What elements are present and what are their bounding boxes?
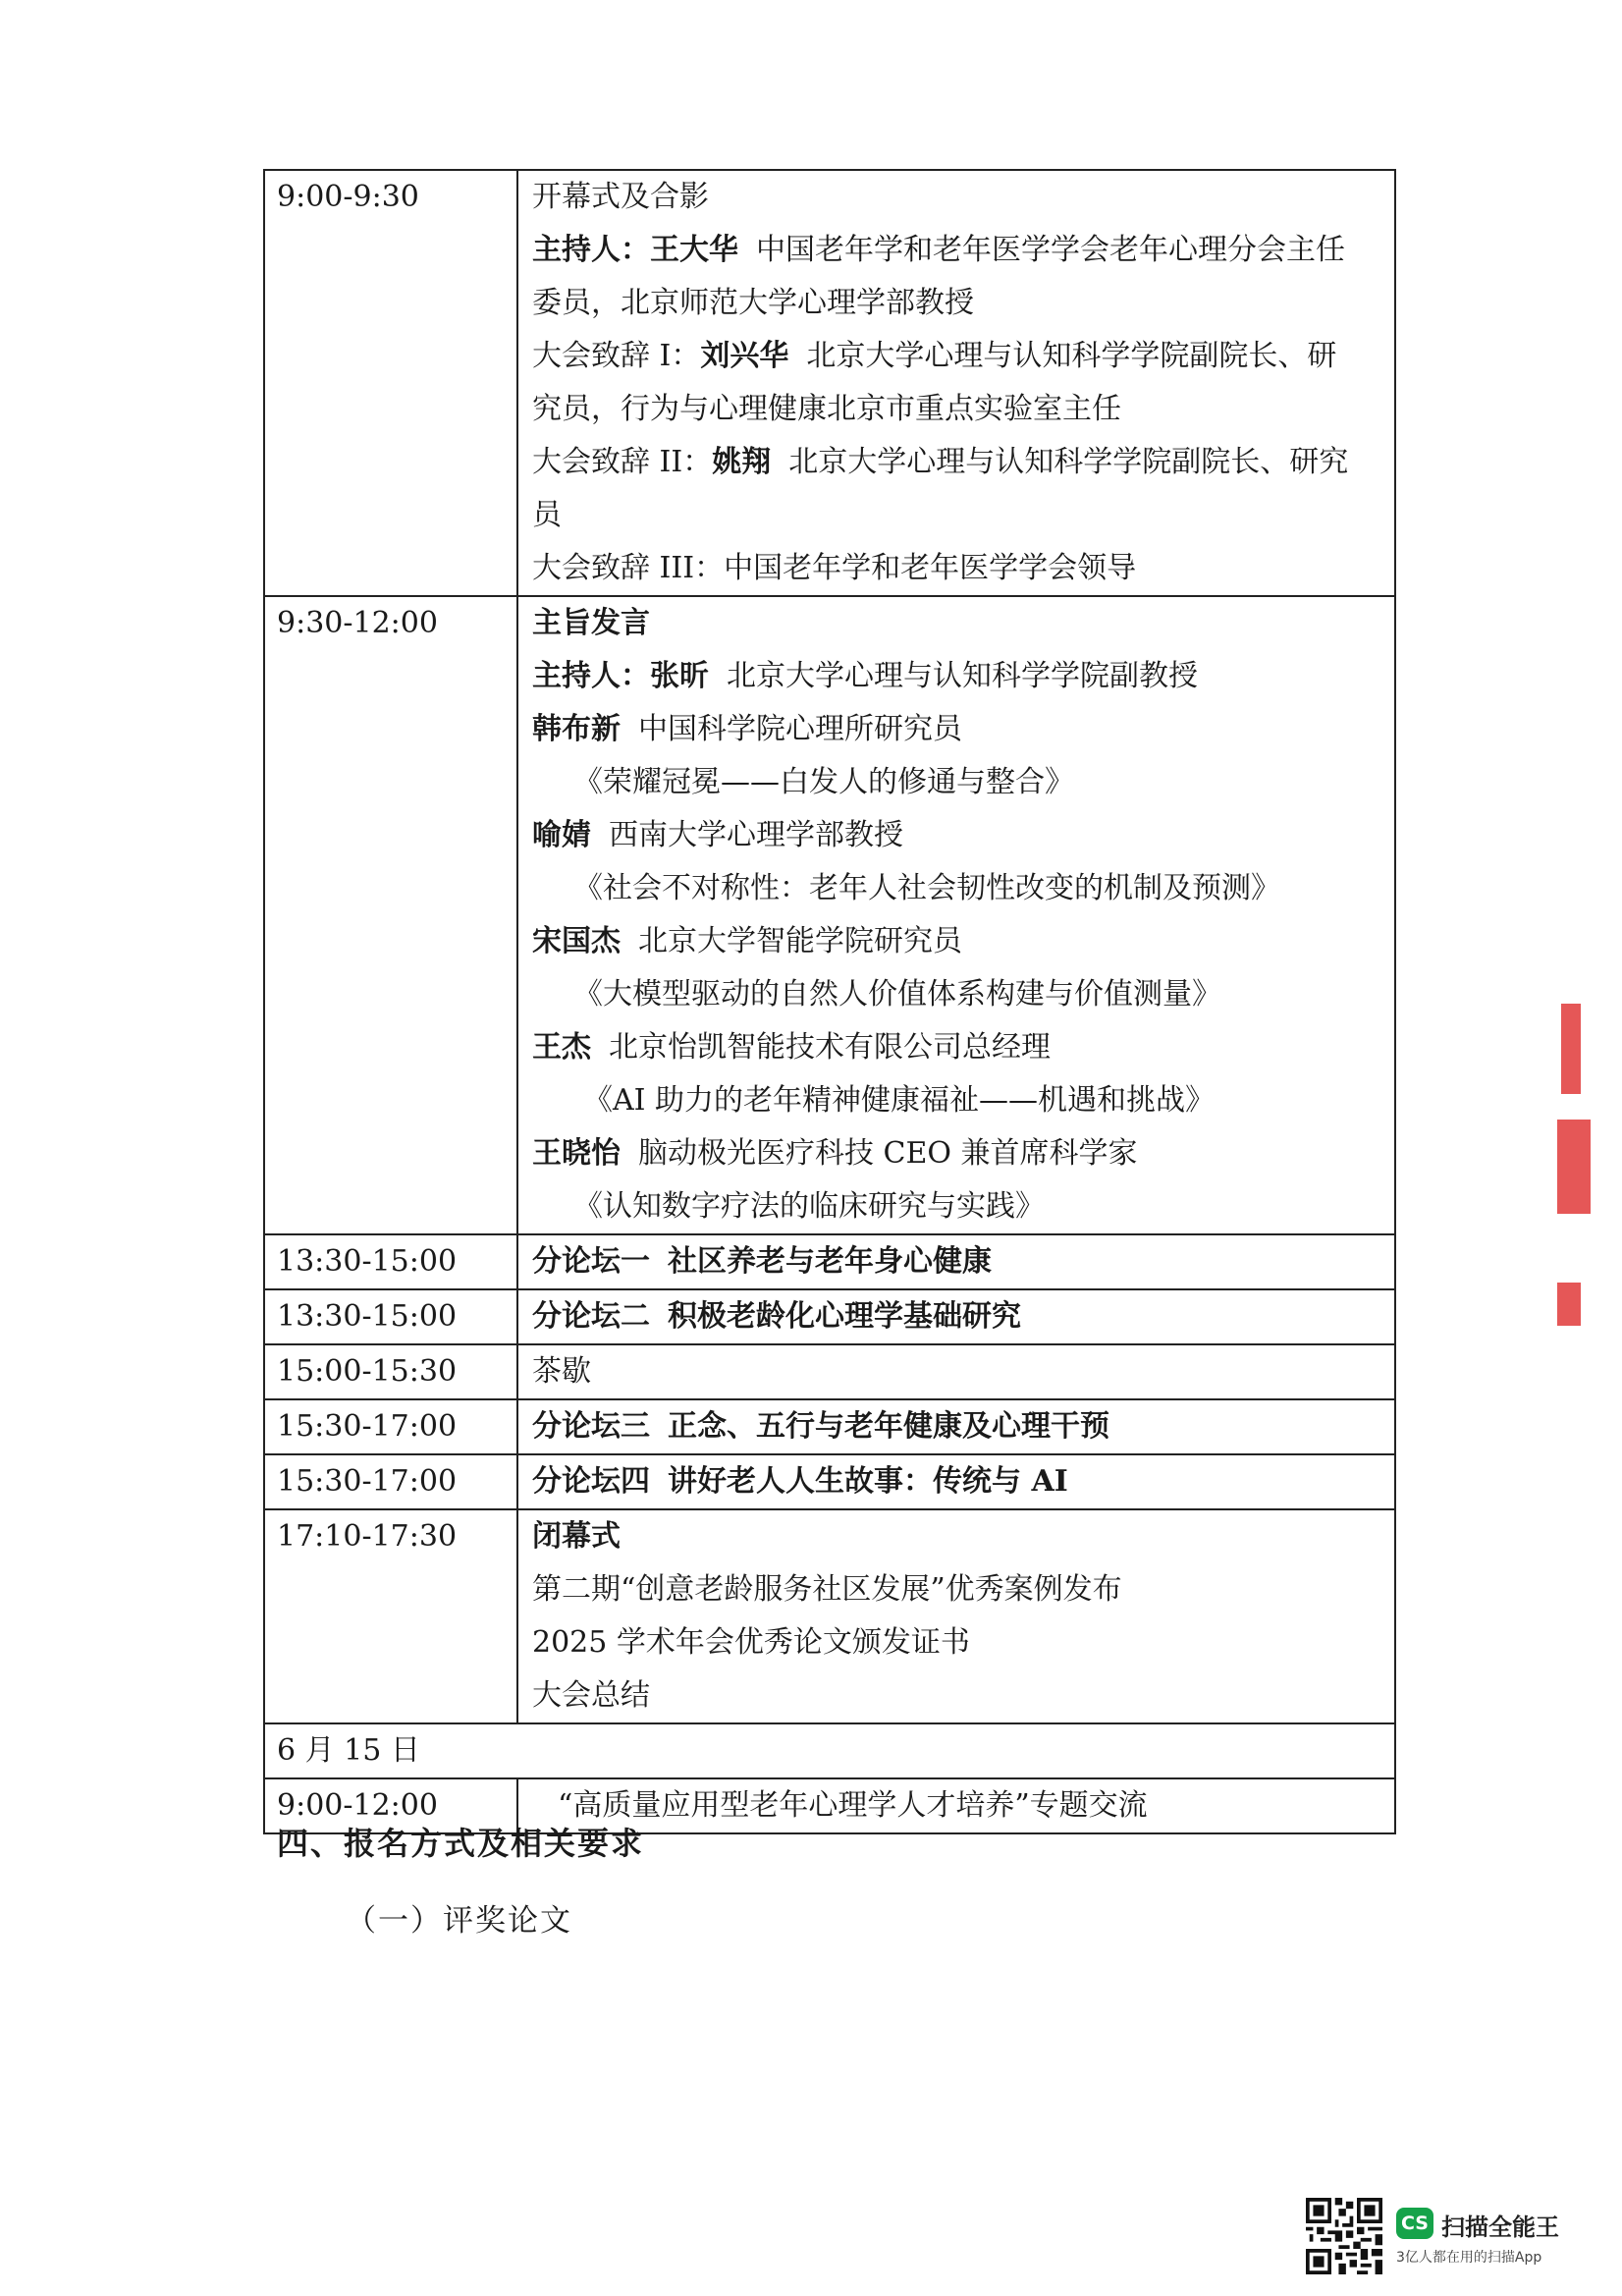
speaker-name: 喻婧 xyxy=(532,818,591,852)
speech1-prefix: 大会致辞 I： xyxy=(532,339,701,373)
speaker-name: 宋国杰 xyxy=(532,924,621,958)
schedule-table xyxy=(263,169,1396,1834)
forum-line xyxy=(532,1290,1384,1343)
forum-topic: 正念、五行与老年健康及心理干预 xyxy=(668,1409,1109,1444)
scanner-watermark xyxy=(1306,2198,1600,2286)
forum-label: 分论坛四 xyxy=(532,1464,650,1499)
speech2-name: 姚翔 xyxy=(712,445,772,479)
host-name: 张昕 xyxy=(650,659,709,693)
content-cell xyxy=(517,170,1395,596)
speech1-desc-cont: 究员，行为与心理健康北京市重点实验室主任 xyxy=(532,392,1121,426)
forum-label: 分论坛二 xyxy=(532,1299,650,1334)
speech1-name: 刘兴华 xyxy=(700,339,789,373)
time-cell: 13:30-15:00 xyxy=(264,1289,517,1344)
time-cell: 9:00-12:00 xyxy=(264,1778,517,1833)
table-row xyxy=(264,1509,1395,1723)
speaker-affiliation: 中国科学院心理所研究员 xyxy=(638,712,962,746)
host-name: 王大华 xyxy=(650,233,738,267)
seal-fragment xyxy=(1557,1283,1581,1326)
content-cell xyxy=(517,1234,1395,1289)
seal-fragment xyxy=(1557,1120,1591,1214)
table-row xyxy=(264,1289,1395,1344)
speaker-affiliation: 北京怡凯智能技术有限公司总经理 xyxy=(609,1030,1051,1065)
section-heading: 四、报名方式及相关要求 xyxy=(277,1825,645,1862)
talk-title: 《认知数字疗法的临床研究与实践》 xyxy=(573,1189,1045,1224)
speech2-prefix: 大会致辞 II： xyxy=(532,445,713,479)
table-row xyxy=(264,1723,1395,1778)
closing-item: 第二期“创意老龄服务社区发展”优秀案例发布 xyxy=(532,1572,1122,1607)
talk-title: 《AI 助力的老年精神健康福祉——机遇和挑战》 xyxy=(583,1083,1216,1118)
time-cell: 9:30-12:00 xyxy=(264,596,517,1234)
host-prefix: 主持人： xyxy=(532,659,650,693)
speech2-line xyxy=(532,436,1384,489)
speaker-name: 韩布新 xyxy=(532,712,621,746)
break-label: 茶歇 xyxy=(532,1354,591,1389)
table-row xyxy=(264,1454,1395,1509)
table-row xyxy=(264,1399,1395,1454)
cs-logo-badge: CS xyxy=(1396,2208,1433,2239)
forum-label: 分论坛三 xyxy=(532,1409,650,1444)
session-title: 主旨发言 xyxy=(532,606,650,640)
speaker-affiliation: 西南大学心理学部教授 xyxy=(609,818,903,852)
speaker-line xyxy=(532,809,1384,862)
host-line xyxy=(532,650,1384,703)
forum-line xyxy=(532,1400,1384,1453)
speaker-line xyxy=(532,703,1384,756)
talk-title: 《大模型驱动的自然人价值体系构建与价值测量》 xyxy=(573,977,1221,1011)
speaker-name: 王杰 xyxy=(532,1030,591,1065)
speaker-affiliation: 北京大学智能学院研究员 xyxy=(638,924,962,958)
content-cell xyxy=(517,1509,1395,1723)
qr-code-icon xyxy=(1306,2198,1382,2274)
content-cell xyxy=(517,1778,1395,1833)
content-cell xyxy=(517,596,1395,1234)
content-cell xyxy=(517,1399,1395,1454)
content-cell xyxy=(517,1344,1395,1399)
closing-item: 大会总结 xyxy=(532,1678,650,1713)
speech2-desc: 北京大学心理与认知科学学院副院长、研究 xyxy=(788,445,1349,479)
speaker-affiliation: 脑动极光医疗科技 CEO 兼首席科学家 xyxy=(638,1136,1138,1171)
date-cell: 6 月 15 日 xyxy=(264,1723,1395,1778)
speaker-line xyxy=(532,1127,1384,1180)
speaker-name: 王晓怡 xyxy=(532,1136,621,1171)
activity-text: “高质量应用型老年心理学人才培养”专题交流 xyxy=(558,1788,1148,1823)
time-cell: 9:00-9:30 xyxy=(264,170,517,596)
speech1-desc: 北京大学心理与认知科学学院副院长、研 xyxy=(806,339,1337,373)
watermark-title: 扫描全能王 xyxy=(1441,2214,1559,2241)
speech3-line: 大会致辞 III：中国老年学和老年医学学会领导 xyxy=(532,551,1137,585)
session-title: 开幕式及合影 xyxy=(532,180,709,214)
speaker-line xyxy=(532,1021,1384,1074)
time-cell: 15:00-15:30 xyxy=(264,1344,517,1399)
table-row xyxy=(264,596,1395,1234)
host-desc: 北京大学心理与认知科学学院副教授 xyxy=(727,659,1198,693)
host-line xyxy=(532,224,1384,277)
talk-title: 《荣耀冠冕——白发人的修通与整合》 xyxy=(573,765,1074,799)
host-desc: 中国老年学和老年医学学会老年心理分会主任 xyxy=(756,233,1345,267)
time-cell: 17:10-17:30 xyxy=(264,1509,517,1723)
forum-topic: 积极老龄化心理学基础研究 xyxy=(668,1299,1021,1334)
time-cell: 15:30-17:00 xyxy=(264,1454,517,1509)
time-cell: 13:30-15:00 xyxy=(264,1234,517,1289)
forum-line xyxy=(532,1455,1384,1508)
content-cell xyxy=(517,1454,1395,1509)
talk-title: 《社会不对称性：老年人社会韧性改变的机制及预测》 xyxy=(573,871,1280,905)
host-prefix: 主持人： xyxy=(532,233,650,267)
host-desc-cont: 委员，北京师范大学心理学部教授 xyxy=(532,286,974,320)
watermark-subtitle: 3亿人都在用的扫描App xyxy=(1396,2250,1542,2266)
session-title: 闭幕式 xyxy=(532,1519,621,1554)
seal-fragment xyxy=(1561,1004,1581,1094)
speech1-line xyxy=(532,330,1384,383)
forum-label: 分论坛一 xyxy=(532,1244,650,1279)
speech2-desc-cont: 员 xyxy=(532,498,562,532)
forum-topic: 讲好老人人生故事：传统与 AI xyxy=(668,1464,1068,1499)
activity-line xyxy=(532,1779,1384,1832)
forum-topic: 社区养老与老年身心健康 xyxy=(668,1244,992,1279)
table-row xyxy=(264,1344,1395,1399)
forum-line xyxy=(532,1235,1384,1288)
table-row xyxy=(264,170,1395,596)
subsection-heading: （一）评奖论文 xyxy=(346,1903,572,1939)
time-cell: 15:30-17:00 xyxy=(264,1399,517,1454)
speaker-line xyxy=(532,915,1384,968)
closing-item: 2025 学术年会优秀论文颁发证书 xyxy=(532,1625,970,1660)
table-row xyxy=(264,1234,1395,1289)
content-cell xyxy=(517,1289,1395,1344)
